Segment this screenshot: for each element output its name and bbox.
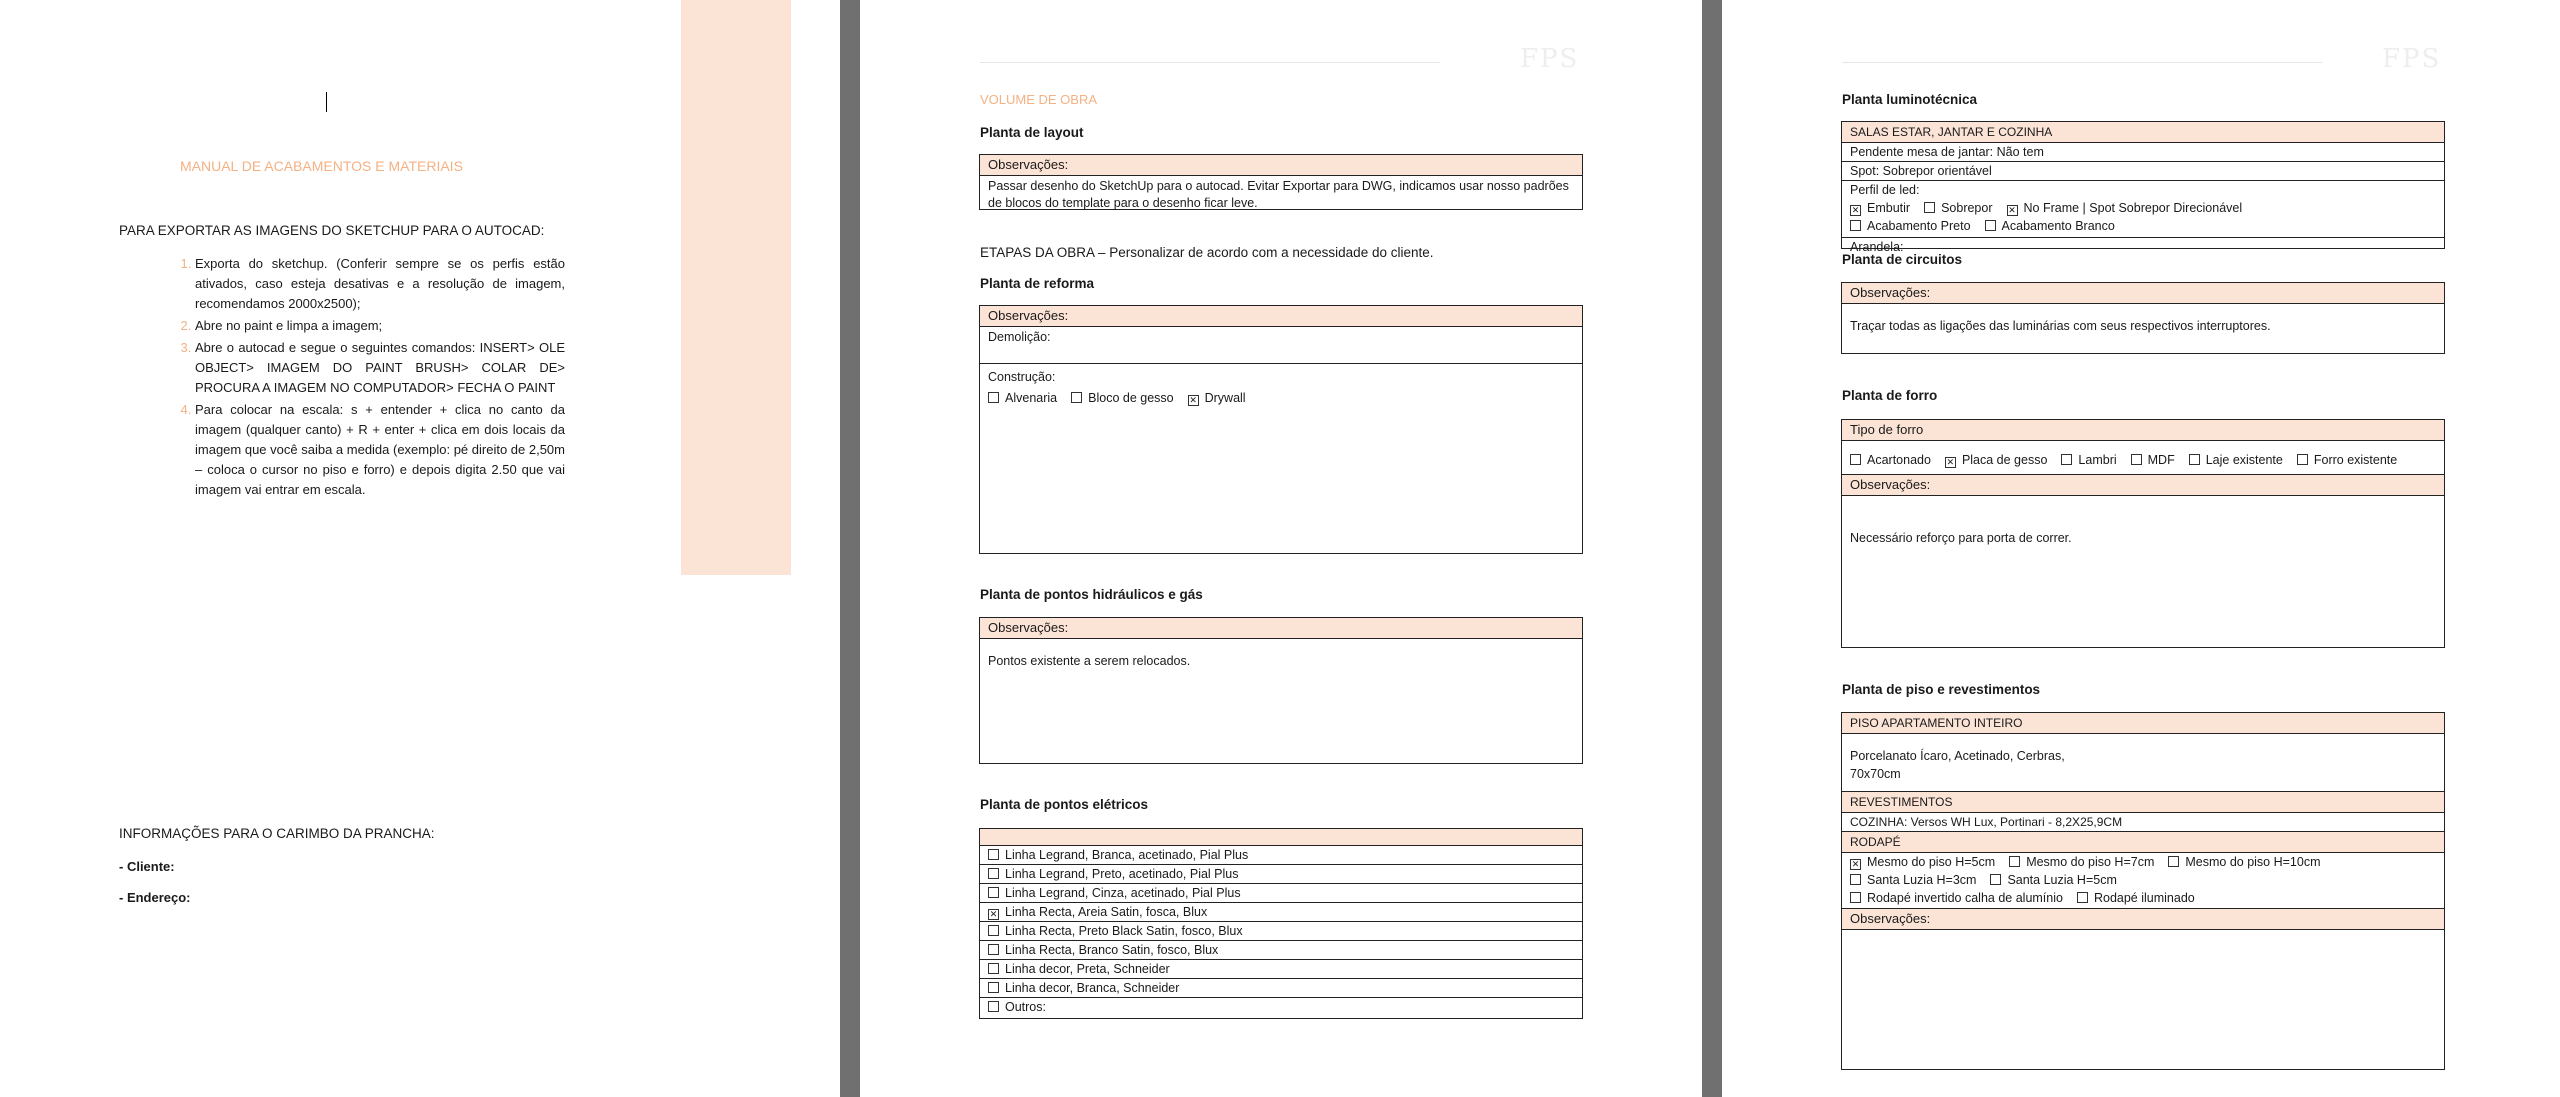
obs-header: Observações: bbox=[1842, 283, 2444, 304]
forro-title: Planta de forro bbox=[1842, 388, 1938, 403]
luminotecnica-title: Planta luminotécnica bbox=[1842, 92, 1978, 107]
decorative-band bbox=[681, 0, 791, 575]
list-item: 3. Abre o autocad e segue o seguintes comandos: INSERT> OLE OBJECT> IMAGEM DO PAINT BRUSH> COLAR DE> PROCURA A IMAGEM NO COMPUTADOR> FECHA O PAINT bbox=[195, 338, 565, 398]
eletricos-title: Planta de pontos elétricos bbox=[980, 797, 1149, 812]
volume-label: VOLUME DE OBRA bbox=[980, 92, 1098, 107]
checkbox-option[interactable] bbox=[1188, 390, 1246, 407]
forro-options bbox=[1842, 441, 2444, 474]
checkbox-label: Mesmo do piso H=7cm bbox=[2026, 855, 2155, 869]
eletricos-list bbox=[980, 846, 1582, 1016]
checkbox-label: Acabamento Preto bbox=[1867, 219, 1971, 233]
hidraulicos-box bbox=[979, 617, 1583, 764]
checkbox-icon[interactable] bbox=[1985, 220, 1996, 231]
page-gap bbox=[840, 0, 860, 1097]
checkbox-option[interactable] bbox=[2009, 854, 2154, 871]
checkbox-option[interactable] bbox=[988, 941, 1218, 959]
checkbox-option[interactable] bbox=[1850, 854, 1995, 871]
perfil-options bbox=[1842, 199, 2444, 217]
checkbox-option[interactable] bbox=[1850, 872, 1976, 889]
checkbox-icon[interactable] bbox=[2061, 454, 2072, 465]
checkbox-label: Bloco de gesso bbox=[1088, 391, 1174, 405]
checkbox-label: Mesmo do piso H=5cm bbox=[1867, 855, 1996, 869]
obs-header: Observações: bbox=[980, 618, 1582, 639]
checkbox-option[interactable] bbox=[2131, 452, 2175, 469]
checkbox-option[interactable] bbox=[1071, 390, 1173, 407]
text-cursor bbox=[326, 92, 327, 112]
checkbox-icon[interactable] bbox=[1850, 892, 1861, 903]
checkbox-option[interactable] bbox=[988, 846, 1248, 864]
document-page-2 bbox=[860, 0, 1702, 1097]
list-item[interactable] bbox=[980, 922, 1582, 941]
header-rule bbox=[980, 62, 1440, 63]
list-item: 2. Abre no paint e limpa a imagem; bbox=[195, 316, 565, 336]
circuitos-box bbox=[1841, 282, 2445, 354]
eletricos-header bbox=[980, 829, 1582, 846]
checkbox-option[interactable] bbox=[1945, 452, 2047, 469]
construcao-label: Construção: bbox=[988, 370, 1056, 384]
list-item[interactable] bbox=[980, 846, 1582, 865]
checkbox-option[interactable] bbox=[988, 998, 1046, 1016]
spot-row[interactable]: Spot: Sobrepor orientável bbox=[1842, 162, 2444, 181]
address-label: - Endereço: bbox=[119, 890, 191, 905]
document-page-3 bbox=[1722, 0, 2560, 1097]
checkbox-icon[interactable] bbox=[988, 944, 999, 955]
checkbox-icon[interactable] bbox=[988, 868, 999, 879]
checkbox-icon[interactable] bbox=[988, 1001, 999, 1012]
client-label: - Cliente: bbox=[119, 859, 175, 874]
watermark-logo: FPS bbox=[1520, 44, 1580, 74]
list-item[interactable] bbox=[980, 941, 1582, 960]
layout-obs-box bbox=[979, 154, 1583, 210]
circuitos-title: Planta de circuitos bbox=[1842, 252, 1963, 267]
demolicao-label[interactable]: Demolição: bbox=[980, 327, 1582, 364]
header-rule bbox=[1842, 62, 2322, 63]
checkbox-label: Placa de gesso bbox=[1961, 453, 2048, 467]
checkbox-icon[interactable] bbox=[2007, 205, 2018, 216]
manual-title: MANUAL DE ACABAMENTOS E MATERIAIS bbox=[180, 158, 463, 174]
piso-text-1[interactable]: Porcelanato Ícaro, Acetinado, Cerbras, bbox=[1850, 749, 2065, 763]
checkbox-label: Linha decor, Branca, Schneider bbox=[1005, 981, 1180, 995]
obs-header: Observações: bbox=[1842, 474, 2444, 496]
checkbox-icon[interactable] bbox=[988, 982, 999, 993]
checkbox-label: Drywall bbox=[1204, 391, 1246, 405]
checkbox-option[interactable] bbox=[988, 390, 1057, 407]
checkbox-icon[interactable] bbox=[2009, 856, 2020, 867]
checkbox-icon[interactable] bbox=[988, 887, 999, 898]
revest-row[interactable]: COZINHA: Versos WH Lux, Portinari - 8,2X25,9CM bbox=[1842, 813, 2444, 832]
list-item[interactable] bbox=[980, 903, 1582, 922]
luminotecnica-box bbox=[1841, 121, 2445, 254]
obs-header: Observações: bbox=[1842, 908, 2444, 930]
checkbox-option[interactable] bbox=[1985, 218, 2115, 235]
etapas-text: ETAPAS DA OBRA – Personalizar de acordo com a necessidade do cliente. bbox=[980, 245, 1434, 260]
perfil-label: Perfil de led: bbox=[1850, 183, 1920, 197]
checkbox-option[interactable] bbox=[2061, 452, 2116, 469]
checkbox-icon[interactable] bbox=[1990, 874, 2001, 885]
layout-obs-text[interactable]: Passar desenho do SketchUp para o autocad. Evitar Exportar para DWG, indicamos usar nosso padrões de blocos do template para o desenho ficar leve. bbox=[988, 179, 1569, 210]
list-item[interactable] bbox=[980, 884, 1582, 903]
checkbox-label: Forro existente bbox=[2313, 453, 2398, 467]
checkbox-label: Rodapé invertido calha de alumínio bbox=[1867, 891, 2063, 905]
checkbox-icon[interactable] bbox=[1850, 220, 1861, 231]
checkbox-option[interactable] bbox=[1924, 200, 1992, 217]
export-heading: PARA EXPORTAR AS IMAGENS DO SKETCHUP PARA O AUTOCAD: bbox=[119, 223, 545, 238]
checkbox-option[interactable] bbox=[1850, 200, 1910, 217]
checkbox-icon[interactable] bbox=[2131, 454, 2142, 465]
piso-text-2[interactable]: 70x70cm bbox=[1850, 767, 1901, 781]
watermark-logo: FPS bbox=[2382, 44, 2442, 74]
forro-tipo-header: Tipo de forro bbox=[1842, 420, 2444, 441]
checkbox-label: Linha Recta, Preto Black Satin, fosco, Blux bbox=[1005, 924, 1243, 938]
checkbox-icon[interactable] bbox=[1850, 205, 1861, 216]
checkbox-icon[interactable] bbox=[1850, 859, 1861, 870]
checkbox-label: No Frame | Spot Sobrepor Direcionável bbox=[2023, 201, 2243, 215]
checkbox-label: Santa Luzia H=3cm bbox=[1867, 873, 1977, 887]
piso-title: Planta de piso e revestimentos bbox=[1842, 682, 2041, 697]
checkbox-option[interactable] bbox=[1990, 872, 2116, 889]
checkbox-icon[interactable] bbox=[1071, 392, 1082, 403]
checkbox-label: Acabamento Branco bbox=[2001, 219, 2115, 233]
checkbox-label: Acartonado bbox=[1867, 453, 1931, 467]
obs-header: Observações: bbox=[980, 155, 1582, 176]
piso-box bbox=[1841, 712, 2445, 1070]
checkbox-option[interactable] bbox=[1850, 218, 1971, 235]
checkbox-label: Mesmo do piso H=10cm bbox=[2185, 855, 2321, 869]
checkbox-option[interactable] bbox=[1850, 452, 1931, 469]
circuitos-obs-text[interactable]: Traçar todas as ligações das luminárias com seus respectivos interruptores. bbox=[1850, 319, 2271, 333]
arandela-row[interactable]: Arandela: bbox=[1850, 240, 1904, 254]
checkbox-label: Alvenaria bbox=[1005, 391, 1058, 405]
checkbox-icon[interactable] bbox=[1850, 874, 1861, 885]
checkbox-label: Linha Legrand, Cinza, acetinado, Pial Plus bbox=[1005, 886, 1241, 900]
list-item: 4. Para colocar na escala: s + entender + clica no canto da imagem (qualquer canto) + R + enter + clica em dois locais da imagem que você saiba a medida (exemplo: pé direito de 2,50m – coloca o cursor no piso e forro) e depois digita 2.50 que vai imagem vai entrar em escala. bbox=[195, 400, 565, 500]
checkbox-icon[interactable] bbox=[988, 392, 999, 403]
checkbox-icon[interactable] bbox=[2077, 892, 2088, 903]
checkbox-icon[interactable] bbox=[988, 925, 999, 936]
rodape-options bbox=[1842, 853, 2444, 871]
checkbox-icon[interactable] bbox=[1924, 202, 1935, 213]
info-heading: INFORMAÇÕES PARA O CARIMBO DA PRANCHA: bbox=[119, 826, 435, 841]
checkbox-label: Sobrepor bbox=[1941, 201, 1993, 215]
checkbox-icon[interactable] bbox=[988, 849, 999, 860]
checkbox-label: Outros: bbox=[1005, 1000, 1046, 1014]
checkbox-label: Linha Legrand, Branca, acetinado, Pial Plus bbox=[1005, 848, 1249, 862]
page-gap bbox=[1702, 0, 1722, 1097]
hidraulicos-title: Planta de pontos hidráulicos e gás bbox=[980, 587, 1203, 602]
pendente-row[interactable]: Pendente mesa de jantar: Não tem bbox=[1842, 143, 2444, 162]
checkbox-label: Lambri bbox=[2078, 453, 2117, 467]
checkbox-icon[interactable] bbox=[1188, 395, 1199, 406]
piso-header: PISO APARTAMENTO INTEIRO bbox=[1842, 713, 2444, 734]
checkbox-option[interactable] bbox=[988, 960, 1170, 978]
checkbox-option[interactable] bbox=[988, 865, 1239, 883]
list-item: 1. Exporta do sketchup. (Conferir sempre se os perfis estão ativados, caso esteja desativas e a resolução de imagem, recomendamos 2000x2500); bbox=[195, 254, 565, 314]
checkbox-icon[interactable] bbox=[2168, 856, 2179, 867]
checkbox-option[interactable] bbox=[988, 979, 1179, 997]
checkbox-icon[interactable] bbox=[1850, 454, 1861, 465]
checkbox-option[interactable] bbox=[988, 903, 1207, 921]
export-steps-list bbox=[160, 254, 565, 502]
checkbox-option[interactable] bbox=[2007, 200, 2243, 217]
checkbox-label: MDF bbox=[2147, 453, 2175, 467]
checkbox-option[interactable] bbox=[2297, 452, 2397, 469]
layout-title: Planta de layout bbox=[980, 125, 1084, 140]
checkbox-label: Linha decor, Preta, Schneider bbox=[1005, 962, 1170, 976]
checkbox-label: Linha Recta, Branco Satin, fosco, Blux bbox=[1005, 943, 1219, 957]
checkbox-icon[interactable] bbox=[1945, 457, 1956, 468]
list-item[interactable] bbox=[980, 998, 1582, 1016]
rodape-header: RODAPÉ bbox=[1842, 832, 2444, 853]
document-page-1 bbox=[0, 0, 840, 1097]
list-item[interactable] bbox=[980, 979, 1582, 998]
checkbox-label: Embutir bbox=[1867, 201, 1911, 215]
checkbox-icon[interactable] bbox=[2297, 454, 2308, 465]
checkbox-option[interactable] bbox=[2189, 452, 2283, 469]
construcao-options bbox=[980, 388, 1582, 409]
list-item[interactable] bbox=[980, 865, 1582, 884]
checkbox-option[interactable] bbox=[2077, 890, 2195, 907]
checkbox-option[interactable] bbox=[2168, 854, 2320, 871]
reforma-box bbox=[979, 305, 1583, 554]
rodape-options bbox=[1842, 889, 2444, 908]
luminotecnica-header: SALAS ESTAR, JANTAR E COZINHA bbox=[1842, 122, 2444, 143]
checkbox-label: Santa Luzia H=5cm bbox=[2007, 873, 2117, 887]
reforma-title: Planta de reforma bbox=[980, 276, 1095, 291]
checkbox-label: Linha Legrand, Preto, acetinado, Pial Plus bbox=[1005, 867, 1239, 881]
revest-header: REVESTIMENTOS bbox=[1842, 791, 2444, 813]
forro-obs-text[interactable]: Necessário reforço para porta de correr. bbox=[1850, 531, 2072, 545]
list-item[interactable] bbox=[980, 960, 1582, 979]
checkbox-label: Rodapé iluminado bbox=[2093, 891, 2195, 905]
checkbox-icon[interactable] bbox=[2189, 454, 2200, 465]
checkbox-label: Linha Recta, Areia Satin, fosca, Blux bbox=[1005, 905, 1208, 919]
hidraulicos-obs-text[interactable]: Pontos existente a serem relocados. bbox=[988, 654, 1191, 668]
checkbox-label: Laje existente bbox=[2205, 453, 2283, 467]
checkbox-icon[interactable] bbox=[988, 909, 999, 920]
checkbox-option[interactable] bbox=[988, 884, 1241, 902]
checkbox-icon[interactable] bbox=[988, 963, 999, 974]
obs-header: Observações: bbox=[980, 306, 1582, 327]
forro-box bbox=[1841, 419, 2445, 648]
eletricos-box bbox=[979, 828, 1583, 1019]
checkbox-option[interactable] bbox=[988, 922, 1243, 940]
perfil-options bbox=[1842, 217, 2444, 237]
rodape-options bbox=[1842, 871, 2444, 889]
checkbox-option[interactable] bbox=[1850, 890, 2063, 907]
